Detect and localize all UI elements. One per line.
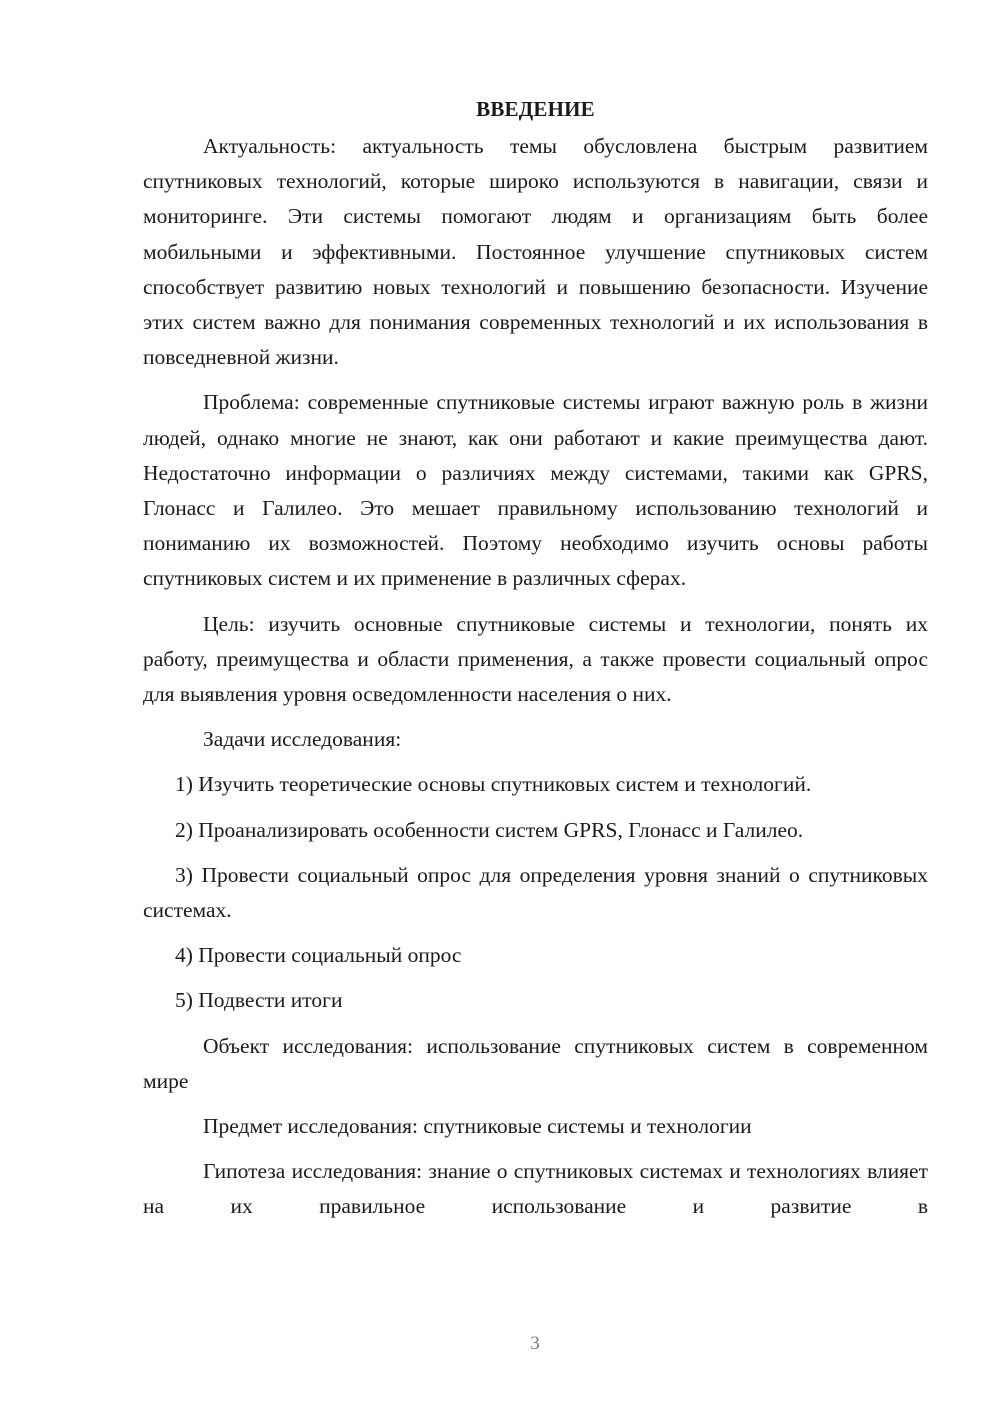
subject-paragraph: Предмет исследования: спутниковые системы и технологии bbox=[203, 1114, 752, 1139]
hypothesis-paragraph: Гипотеза исследования: знание о спутниковых системах и технологиях влияет на их правильное использование и развитие в bbox=[143, 1159, 928, 1219]
task-item-1: 1) Изучить теоретические основы спутниковых систем и технологий. bbox=[175, 772, 812, 797]
task-item-5: 5) Подвести итоги bbox=[175, 988, 343, 1013]
task-item-4: 4) Провести социальный опрос bbox=[175, 943, 462, 968]
page-number: 3 bbox=[530, 1333, 540, 1354]
problem-paragraph: Проблема: современные спутниковые системы играют важную роль в жизни людей, однако многие не знают, как они работают и какие преимущества дают. Недостаточно информации о различиях между системами, такими как GPRS, Глонасс и Галилео. Это мешает правильному использованию технологий и пониманию их возможностей. Поэтому необходимо изучить основы работы спутниковых систем и их применение в различных сферах. bbox=[143, 390, 928, 591]
page-title: ВВЕДЕНИЕ bbox=[476, 97, 595, 121]
object-paragraph: Объект исследования: использование спутниковых систем в современном мире bbox=[143, 1033, 928, 1093]
relevance-paragraph: Актуальность: актуальность темы обусловлена быстрым развитием спутниковых технологий, которые широко используются в навигации, связи и мониторинге. Эти системы помогают людям и организациям быть более мобильными и эффективными. Постоянное улучшение спутниковых систем способствует развитию новых технологий и повышению безопасности. Изучение этих систем важно для понимания современных технологий и их использования в повседневной жизни. bbox=[143, 134, 928, 370]
tasks-heading: Задачи исследования: bbox=[203, 727, 402, 752]
task-item-3: 3) Провести социальный опрос для определения уровня знаний о спутниковых системах. bbox=[143, 862, 928, 923]
document-page bbox=[143, 92, 928, 1225]
task-item-2: 2) Проанализировать особенности систем GPRS, Глонасс и Галилео. bbox=[175, 817, 804, 842]
goal-paragraph: Цель: изучить основные спутниковые системы и технологии, понять их работу, преимущества и области применения, а также провести социальный опрос для выявления уровня осведомленности населения о них. bbox=[143, 611, 928, 707]
